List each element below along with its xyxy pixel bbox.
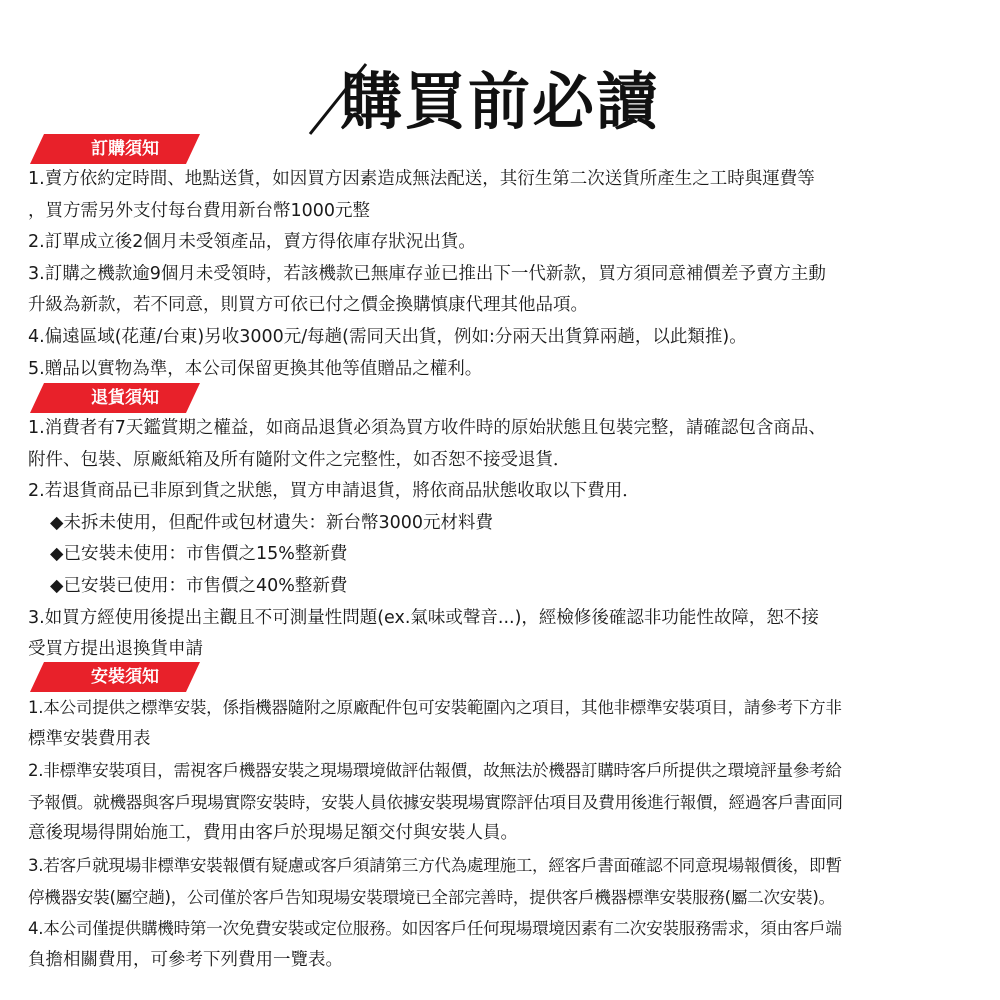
order-item-2: 2.訂單成立後2個月未受領產品，賣方得依庫存狀況出貨。 bbox=[28, 232, 476, 253]
section-tag-label: 退貨須知 bbox=[91, 388, 159, 408]
install-item-2-cont: 意後現場得開始施工，費用由客戶於現場足額交付與安裝人員。 bbox=[28, 823, 518, 844]
return-item-2: 2.若退貨商品已非原到貨之狀態，買方申請退貨，將依商品狀態收取以下費用． bbox=[28, 481, 640, 502]
return-item-1: 1.消費者有7天鑑賞期之權益，如商品退貨必須為買方收件時的原始狀態且包裝完整，請確認包含商品、 bbox=[28, 418, 826, 438]
return-fee-bullet: ◆已安裝未使用：市售價之15%整新費 bbox=[50, 544, 348, 565]
install-item-3-cont: 停機器安裝(屬空趟)，公司僅於客戶告知現場安裝環境已全部完善時，提供客戶機器標準安裝服務(屬二次安裝)。 bbox=[28, 887, 835, 907]
order-item-3: 3.訂購之機款逾9個月未受領時，若該機款已無庫存並已推出下一代新款，買方須同意補價差予賣方主動 bbox=[28, 263, 826, 284]
return-fee-bullet: ◆已安裝已使用：市售價之40%整新費 bbox=[50, 575, 348, 596]
install-item-3: 3.若客戶就現場非標準安裝報價有疑慮或客戶須請第三方代為處理施工，經客戶書面確認不同意現場報價後，即暫 bbox=[28, 855, 842, 875]
section-order-notice bbox=[28, 134, 978, 385]
order-item-1-cont: ，買方需另外支付每台費用新台幣1000元整 bbox=[28, 200, 371, 221]
section-tag bbox=[30, 383, 200, 413]
install-item-2: 2.非標準安裝項目，需視客戶機器安裝之現場環境做評估報價，故無法於機器訂購時客戶所提供之環境評量參考給 bbox=[28, 761, 842, 781]
install-item-1-cont: 標準安裝費用表 bbox=[28, 728, 151, 749]
section-tag-label: 訂購須知 bbox=[91, 139, 159, 159]
order-item-1: 1.賣方依約定時間、地點送貨，如因買方因素造成無法配送，其衍生第二次送貨所產生之工時與運費等 bbox=[28, 169, 815, 189]
order-item-5: 5.贈品以實物為準，本公司保留更換其他等值贈品之權利。 bbox=[28, 358, 483, 379]
order-item-3-cont: 升級為新款，若不同意，則買方可依已付之價金換購慎康代理其他品項。 bbox=[28, 295, 588, 316]
order-item-4: 4.偏遠區域(花蓮/台東)另收3000元/每趟(需同天出貨，例如:分兩天出貨算兩趟，以此類推)。 bbox=[28, 326, 747, 347]
return-item-3-cont: 受買方提出退換貨申請 bbox=[28, 639, 203, 660]
section-tag bbox=[30, 134, 200, 164]
page-header bbox=[0, 62, 1000, 142]
return-fee-bullet: ◆未拆未使用，但配件或包材遺失：新台幣3000元材料費 bbox=[50, 512, 493, 533]
section-install-notice bbox=[28, 662, 978, 976]
section-tag-label: 安裝須知 bbox=[91, 667, 159, 687]
section-return-notice bbox=[28, 383, 978, 666]
install-item-2-cont: 予報價。就機器與客戶現場實際安裝時，安裝人員依據安裝現場實際評估項目及費用後進行報價，經過客戶書面同 bbox=[28, 792, 843, 812]
section-tag bbox=[30, 662, 200, 692]
install-item-4: 4.本公司僅提供購機時第一次免費安裝或定位服務。如因客戶任何現場環境因素有二次安裝服務需求，須由客戶端 bbox=[28, 919, 842, 939]
return-item-3: 3.如買方經使用後提出主觀且不可測量性問題(ex.氣味或聲音...)，經檢修後確認非功能性故障，恕不接 bbox=[28, 607, 819, 628]
install-item-1: 1.本公司提供之標準安裝，係指機器隨附之原廠配件包可安裝範圍內之項目，其他非標準安裝項目，請參考下方非 bbox=[28, 698, 842, 717]
install-item-4-cont: 負擔相關費用，可參考下列費用一覽表。 bbox=[28, 949, 343, 970]
return-item-1-cont: 附件、包裝、原廠紙箱及所有隨附文件之完整性，如否恕不接受退貨． bbox=[28, 449, 571, 470]
page-title: 購買前必讀 bbox=[339, 65, 660, 138]
